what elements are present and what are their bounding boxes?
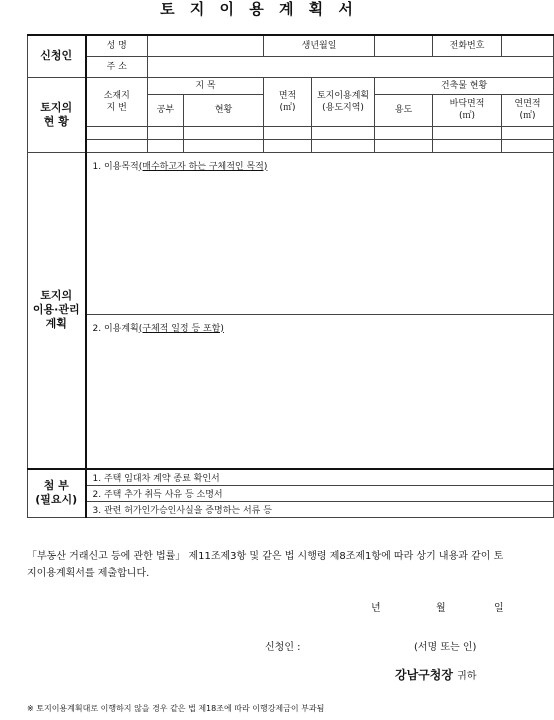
land-plan-field[interactable] (312, 126, 375, 139)
birth-label: 생년월일 (264, 35, 375, 56)
name-field[interactable] (148, 35, 264, 56)
use-field[interactable] (375, 126, 433, 139)
name-label: 성 명 (86, 35, 148, 56)
floor-area-field[interactable] (433, 126, 502, 139)
office-name: 강남구청장 (395, 668, 453, 682)
jimok-official-field-2[interactable] (148, 139, 184, 152)
date-year-label: 년 (371, 603, 381, 614)
date-month-label: 월 (436, 603, 446, 614)
phone-label: 전화번호 (433, 35, 502, 56)
area-field-2[interactable] (264, 139, 312, 152)
office-suffix: 귀하 (457, 671, 477, 682)
phone-field[interactable] (502, 35, 554, 56)
recipient-office (395, 666, 476, 683)
purpose-field[interactable] (86, 152, 554, 314)
purpose-prefix: 1. 이용목적 (92, 161, 139, 172)
land-plan-field-2[interactable] (312, 139, 375, 152)
jimok-official-field[interactable] (148, 126, 184, 139)
use-field-2[interactable] (375, 139, 433, 152)
area-label: 면적 (㎡) (264, 77, 312, 126)
jimok-official-label: 공부 (148, 94, 184, 126)
plan-section-label: 토지의 이용·관리 계획 (28, 152, 86, 469)
applicant-sign-label: 신청인 : (265, 642, 301, 653)
address-field[interactable] (148, 56, 554, 77)
jimok-current-field-2[interactable] (184, 139, 264, 152)
land-use-plan-form (27, 34, 554, 518)
area-field[interactable] (264, 126, 312, 139)
signature-note[interactable]: (서명 또는 인) (414, 642, 477, 653)
total-area-field-2[interactable] (502, 139, 554, 152)
jimok-current-field[interactable] (184, 126, 264, 139)
date-day-label: 일 (494, 603, 504, 614)
declaration-text: 「부동산 거래신고 등에 관한 법률」 제11조제3항 및 같은 법 시행령 제8조제1항에 따라 상기 내용과 같이 토지이용계획서를 제출합니다. (27, 551, 504, 579)
attachment-item: 3. 관련 허가인가승인사실을 증명하는 서류 등 (86, 501, 554, 517)
schedule-field[interactable] (86, 314, 554, 469)
location-field-2[interactable] (86, 139, 148, 152)
schedule-prefix: 2. 이용계획 (92, 323, 139, 334)
total-area-field[interactable] (502, 126, 554, 139)
floor-area-field-2[interactable] (433, 139, 502, 152)
document-title: 토 지 이 용 계 획 서 (160, 0, 358, 18)
land-status-section-label: 토지의 현 황 (28, 77, 86, 152)
building-status-label: 건축물 현황 (375, 77, 554, 94)
attachment-item: 1. 주택 임대차 계약 종료 확인서 (86, 469, 554, 485)
attachments-section-label: 첨 부 (필요시) (28, 469, 86, 517)
attachment-item: 2. 주택 추가 취득 사유 등 소명서 (86, 485, 554, 501)
purpose-detail: (매수하고자 하는 구체적인 목적) (138, 161, 268, 172)
use-label: 용도 (375, 94, 433, 126)
land-plan-label: 토지이용계획 (용도지역) (312, 77, 375, 126)
total-area-label: 연면적 (㎡) (502, 94, 554, 126)
location-label: 소재지 지 번 (86, 77, 148, 126)
schedule-detail: (구체적 일정 등 포함) (138, 323, 224, 334)
birth-field[interactable] (375, 35, 433, 56)
applicant-section-label: 신청인 (28, 35, 86, 77)
address-label: 주 소 (86, 56, 148, 77)
floor-area-label: 바닥면적 (㎡) (433, 94, 502, 126)
jimok-label: 지 목 (148, 77, 264, 94)
location-field[interactable] (86, 126, 148, 139)
jimok-current-label: 현황 (184, 94, 264, 126)
footnote: ※ 토지이용계획대로 이행하지 않을 경우 같은 법 제18조에 따라 이행강제금이 부과됨 (27, 704, 325, 713)
